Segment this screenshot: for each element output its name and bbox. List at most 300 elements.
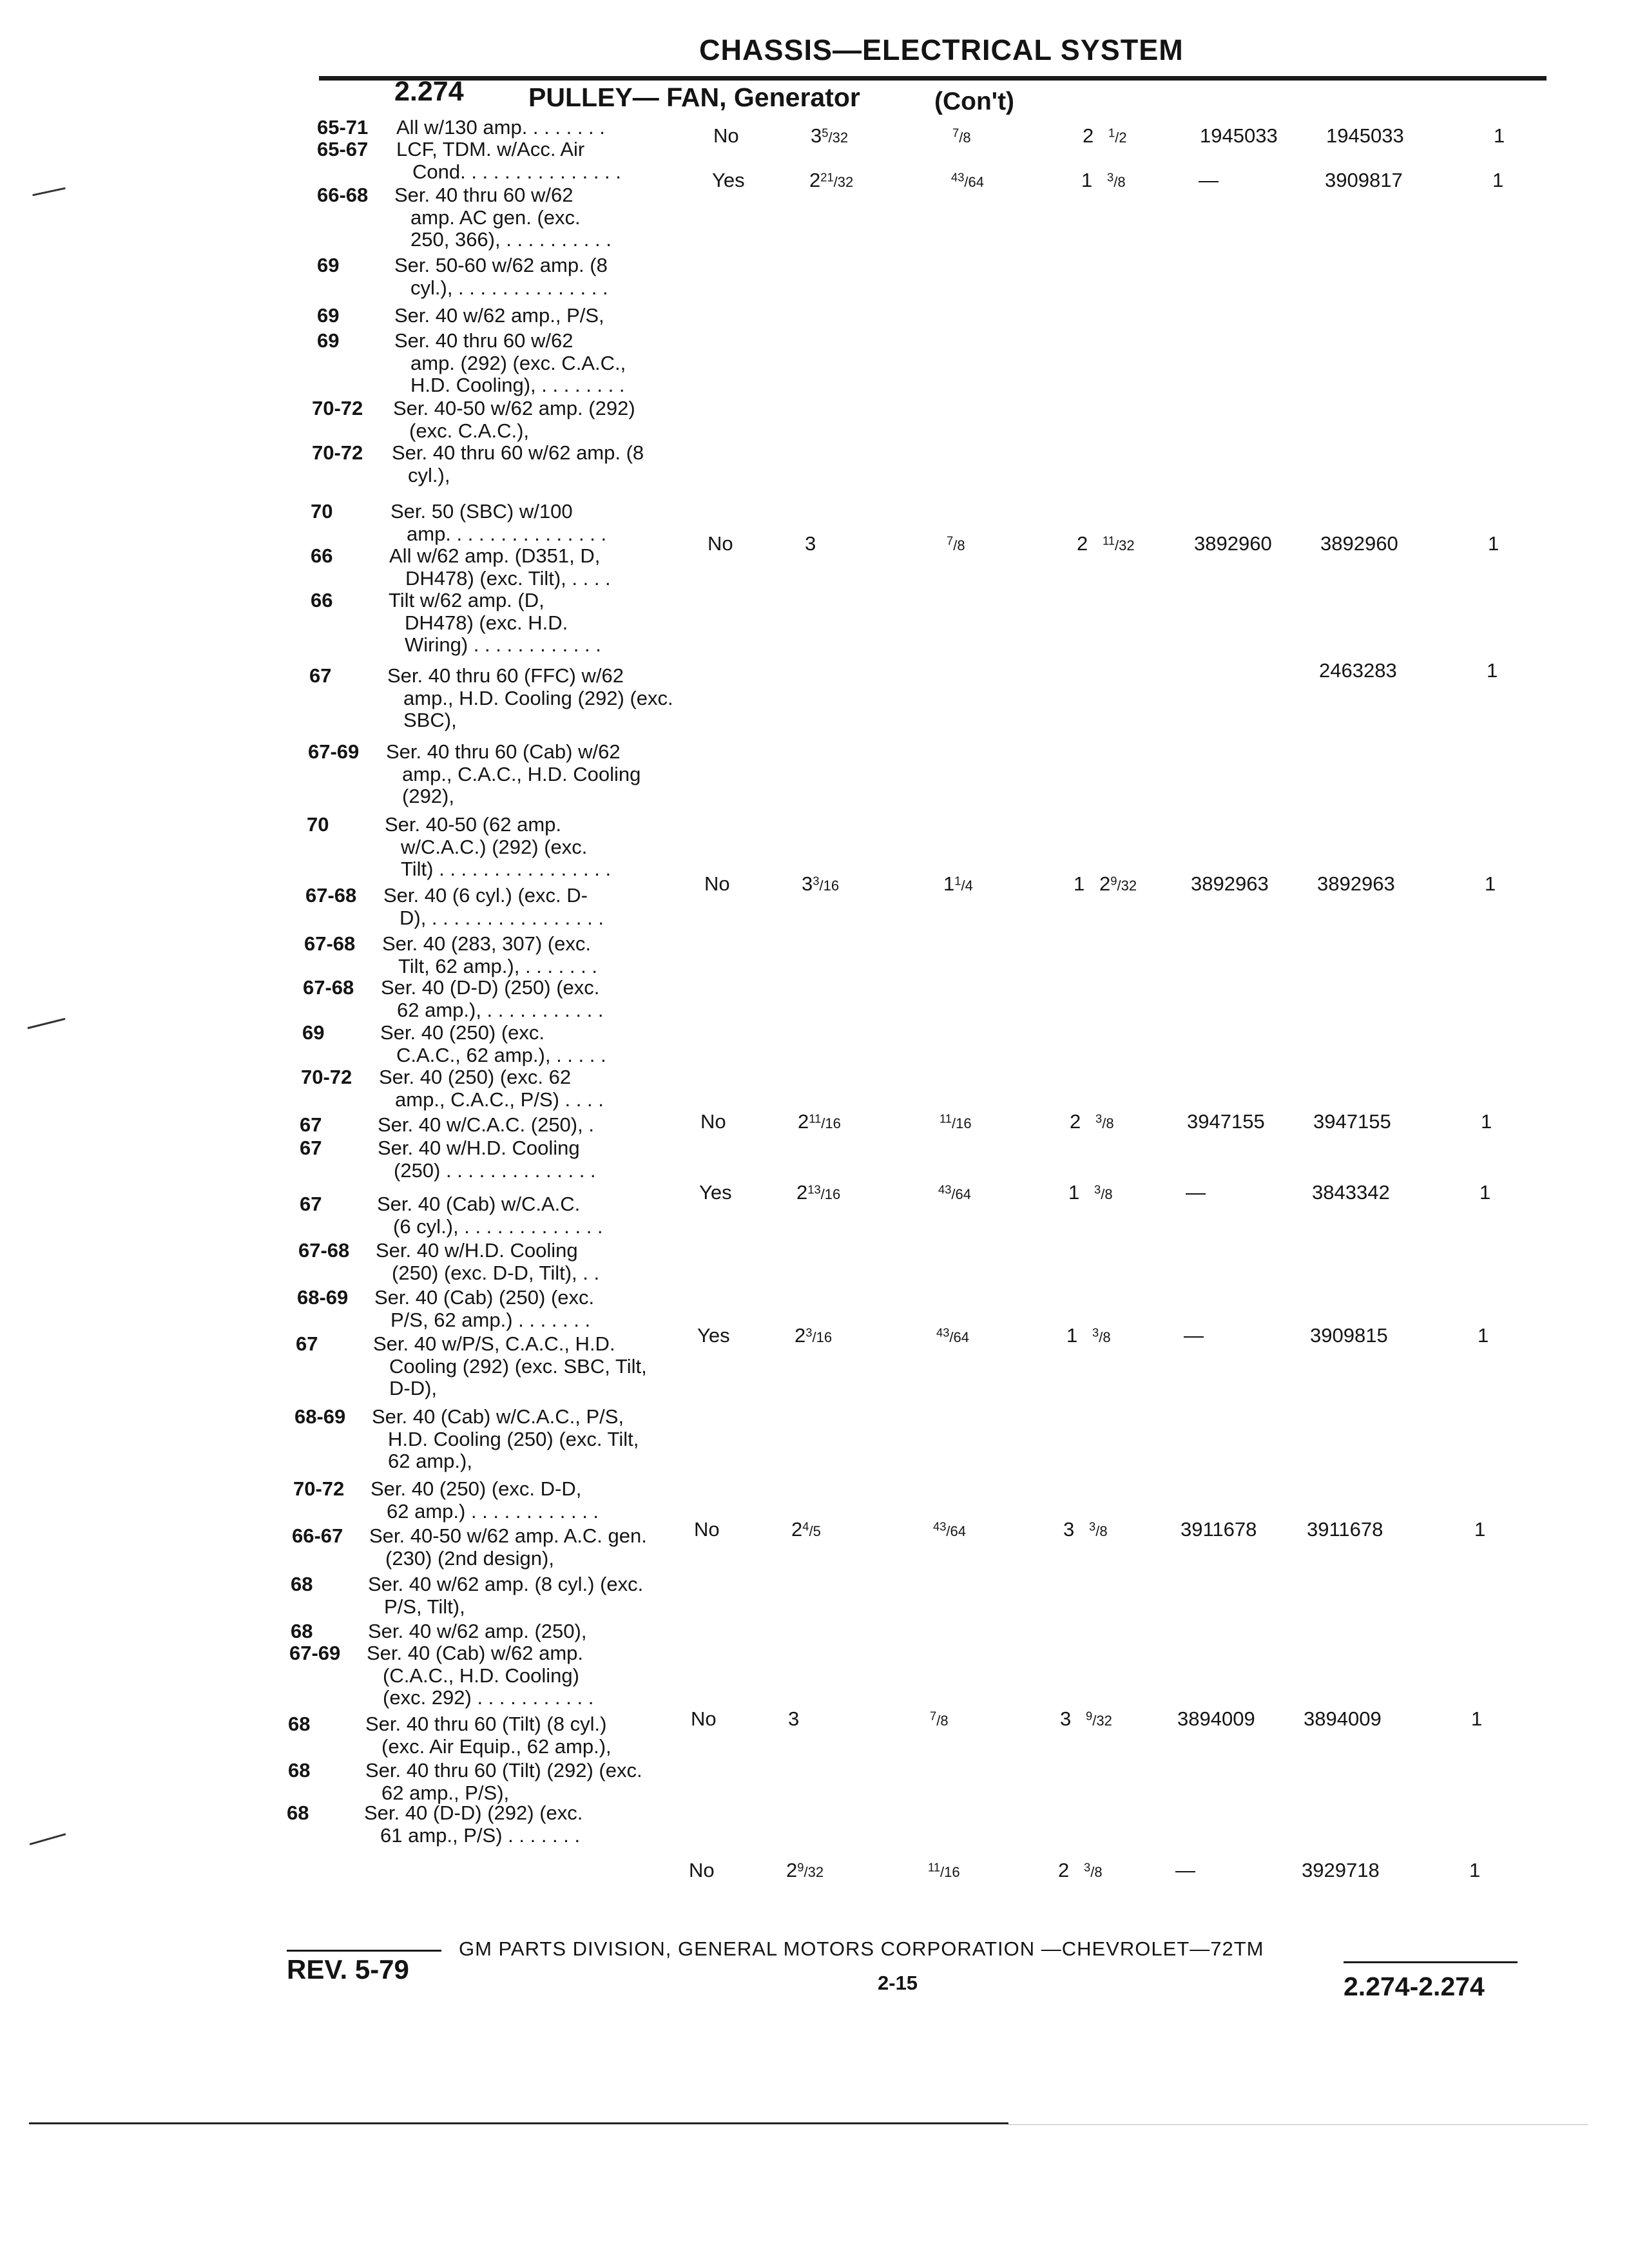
fraction-numerator: 1	[1108, 126, 1115, 140]
part-number-2: 3892963	[1317, 872, 1395, 895]
fraction-denominator: 64	[950, 1523, 966, 1539]
application-description: Ser. 40 w/P/S, C.A.C., H.D.	[373, 1332, 615, 1355]
part-number-1: —	[1175, 1859, 1195, 1881]
dimension-b	[936, 1324, 969, 1347]
fraction-numerator: 3	[1089, 1519, 1096, 1533]
fraction-numerator: 4	[802, 1519, 809, 1533]
fraction-slash: /	[946, 1523, 950, 1539]
model-years: 68	[288, 1759, 311, 1782]
fraction-denominator: 2	[1119, 130, 1127, 146]
dimension-a	[798, 1110, 841, 1133]
fraction-numerator: 11	[940, 1111, 952, 1126]
model-years: 67-68	[305, 884, 357, 907]
belt-width	[1107, 169, 1126, 192]
fraction-slash: /	[949, 1329, 954, 1345]
application-description: DH478) (exc. H.D.	[405, 611, 568, 634]
part-number-1: 3911678	[1181, 1518, 1257, 1541]
fraction-denominator: 4	[965, 878, 973, 894]
part-number-2: 3843342	[1312, 1181, 1390, 1204]
application-description: Cooling (292) (exc. SBC, Tilt,	[389, 1354, 647, 1378]
fraction-denominator: 16	[823, 878, 840, 894]
dimension-b	[928, 1859, 960, 1882]
belt-width	[1103, 532, 1135, 555]
ac-flag: No	[689, 1859, 715, 1881]
dimension-b	[943, 872, 973, 896]
fraction-numerator: 3	[813, 874, 820, 888]
fraction-slash: /	[1117, 878, 1121, 894]
dimension-a	[786, 1859, 824, 1882]
groove-count: 1	[1068, 1181, 1080, 1204]
fraction-numerator: 11	[1103, 533, 1115, 548]
whole-number: 3	[811, 124, 822, 147]
fraction-denominator: 16	[956, 1115, 972, 1131]
quantity: 1	[1474, 1518, 1486, 1541]
application-description: Ser. 40 (250) (exc. D-D,	[371, 1477, 582, 1500]
application-description: 62 amp.),	[388, 1450, 472, 1472]
dimension-a	[809, 169, 853, 192]
fraction-slash: /	[828, 130, 833, 146]
fraction-slash: /	[820, 1186, 825, 1202]
model-years: 68-69	[294, 1405, 346, 1428]
fraction-numerator: 7	[952, 126, 959, 140]
scan-mark	[32, 187, 65, 197]
whole-number: 3	[802, 872, 813, 895]
application-description: Tilt w/62 amp. (D,	[389, 589, 545, 611]
application-description: (6 cyl.), . . . . . . . . . . . . .	[393, 1215, 603, 1238]
model-years: 67-69	[308, 740, 360, 763]
application-description: w/C.A.C.) (292) (exc.	[401, 835, 588, 858]
ac-flag: No	[694, 1518, 720, 1541]
fraction-numerator: 3	[1094, 1182, 1101, 1196]
model-years: 69	[302, 1021, 325, 1044]
part-number-1: 3947155	[1187, 1110, 1265, 1133]
fraction-numerator: 43	[936, 1325, 950, 1340]
dimension-a	[805, 532, 816, 555]
dimension-b	[933, 1518, 966, 1541]
section-continued: (Con't)	[934, 88, 1015, 115]
whole-number: 2	[786, 1859, 798, 1881]
dimension-a	[791, 1518, 821, 1541]
model-years: 69	[317, 254, 340, 276]
part-number-1: —	[1184, 1324, 1204, 1347]
application-description: (exc. Air Equip., 62 amp.),	[381, 1735, 612, 1758]
application-description: Ser. 40 (283, 307) (exc.	[382, 932, 591, 955]
model-years: 68	[287, 1802, 309, 1824]
groove-count: 2	[1070, 1110, 1081, 1133]
fraction-numerator: 5	[822, 126, 829, 140]
fraction-numerator: 3	[1107, 170, 1114, 184]
ac-flag: No	[691, 1707, 717, 1730]
application-description: P/S, 62 amp.) . . . . . . .	[390, 1308, 591, 1331]
fraction-denominator: 64	[955, 1186, 971, 1202]
application-description: Ser. 40-50 w/62 amp. (292)	[393, 397, 635, 419]
model-years: 65-67	[317, 138, 369, 160]
model-years: 66	[311, 589, 333, 611]
fraction-slash: /	[804, 1864, 808, 1880]
application-description: amp. AC gen. (exc.	[410, 206, 581, 229]
dimension-b	[952, 124, 971, 148]
part-number-2: 3892960	[1320, 532, 1398, 555]
application-description: Ser. 40 (Cab) w/62 amp.	[367, 1642, 583, 1664]
groove-count: 2	[1058, 1859, 1070, 1881]
fraction-denominator: 8	[940, 1713, 949, 1729]
application-description: 250, 366), . . . . . . . . . .	[410, 228, 612, 251]
fraction-denominator: 32	[807, 1864, 824, 1880]
fraction-denominator: 8	[1099, 1523, 1108, 1539]
dimension-b	[930, 1707, 949, 1731]
model-years: 67	[309, 664, 332, 687]
model-years: 70-72	[293, 1477, 345, 1500]
footer-rule-left	[287, 1950, 441, 1952]
application-description: Ser. 50-60 w/62 amp. (8	[394, 254, 608, 276]
model-years: 66-67	[292, 1524, 343, 1547]
belt-width	[1084, 1859, 1103, 1882]
application-description: amp., H.D. Cooling (292) (exc.	[403, 686, 673, 709]
model-years: 69	[317, 304, 340, 327]
application-description: DH478) (exc. Tilt), . . . .	[405, 566, 611, 590]
application-description: Tilt, 62 amp.), . . . . . . .	[398, 954, 597, 977]
ac-flag: Yes	[712, 169, 745, 191]
part-number-1: —	[1186, 1181, 1206, 1204]
fraction-numerator: 9	[1086, 1709, 1093, 1723]
part-number-1: 3892960	[1194, 532, 1272, 555]
application-description: amp. . . . . . . . . . . . . . .	[407, 522, 607, 545]
application-description: C.A.C., 62 amp.), . . . . .	[396, 1043, 606, 1066]
footer-rule-right	[1344, 1961, 1518, 1963]
application-description: cyl.), . . . . . . . . . . . . . .	[410, 276, 608, 299]
fraction-numerator: 1	[954, 874, 961, 888]
model-years: 70-72	[312, 397, 363, 419]
whole-number: 2	[798, 1110, 809, 1133]
part-number-1: 3892963	[1191, 872, 1269, 895]
whole-number: 2	[1099, 872, 1111, 895]
fraction-denominator: 32	[832, 130, 849, 146]
quantity: 1	[1492, 169, 1504, 191]
fraction-denominator: 64	[968, 174, 984, 190]
model-years: 65-71	[317, 116, 369, 139]
fraction-slash: /	[1102, 1115, 1106, 1131]
fraction-numerator: 13	[807, 1182, 821, 1196]
fraction-slash: /	[961, 878, 965, 894]
fraction-numerator: 43	[933, 1519, 947, 1533]
fraction-denominator: 32	[1121, 878, 1137, 894]
belt-width	[1086, 1707, 1112, 1731]
application-description: Ser. 40 thru 60 w/62	[394, 329, 574, 352]
fraction-slash: /	[809, 1523, 813, 1539]
application-description: Ser. 40 thru 60 (Tilt) (8 cyl.)	[365, 1713, 607, 1735]
model-years: 70-72	[312, 441, 363, 464]
model-years: 68-69	[297, 1286, 349, 1309]
belt-width	[1094, 1181, 1113, 1204]
application-description: cyl.),	[408, 463, 450, 486]
header-rule	[319, 76, 1547, 81]
application-description: amp. (292) (exc. C.A.C.,	[410, 351, 626, 374]
ac-flag: No	[713, 124, 739, 147]
application-description: Ser. 40 w/H.D. Cooling	[378, 1137, 580, 1159]
application-description: Ser. 40 thru 60 w/62 amp. (8	[392, 441, 644, 464]
application-description: Ser. 40 (D-D) (250) (exc.	[381, 976, 600, 999]
fraction-numerator: 7	[930, 1709, 937, 1723]
application-description: All w/62 amp. (D351, D,	[389, 544, 601, 567]
groove-count: 1	[1066, 1324, 1078, 1347]
fraction-denominator: 16	[824, 1186, 841, 1202]
section-number: 2.274	[394, 76, 464, 107]
footer-publisher: GM PARTS DIVISION, GENERAL MOTORS CORPORATION —CHEVROLET—72TM	[459, 1937, 1264, 1960]
application-description: Ser. 40 (D-D) (292) (exc.	[364, 1802, 583, 1824]
whole-number: 2	[796, 1181, 808, 1204]
quantity: 1	[1481, 1110, 1492, 1133]
fraction-slash: /	[1115, 537, 1119, 553]
application-description: Ser. 40 (Cab) (250) (exc.	[374, 1286, 595, 1309]
application-description: 62 amp.), . . . . . . . . . . .	[397, 998, 604, 1021]
application-description: Ser. 40 thru 60 (Tilt) (292) (exc.	[365, 1759, 642, 1782]
model-years: 67	[300, 1137, 322, 1159]
application-description: amp., C.A.C., P/S) . . . .	[395, 1088, 604, 1111]
fraction-denominator: 32	[1119, 537, 1135, 553]
model-years: 67-68	[304, 932, 356, 955]
dimension-b	[940, 1110, 972, 1133]
part-number-2: 3947155	[1313, 1110, 1391, 1133]
fraction-slash: /	[1115, 130, 1119, 146]
part-number-1: —	[1199, 169, 1219, 191]
whole-number: 3	[788, 1707, 800, 1730]
fraction-slash: /	[1092, 1713, 1097, 1729]
fraction-slash: /	[952, 1115, 956, 1131]
quantity: 1	[1485, 872, 1496, 895]
dimension-a	[796, 1181, 840, 1204]
application-description: (250) . . . . . . . . . . . . . .	[394, 1158, 596, 1182]
application-description: H.D. Cooling), . . . . . . . .	[410, 374, 625, 396]
page-bottom-edge-faint	[1008, 2124, 1588, 2125]
fraction-slash: /	[1101, 1186, 1105, 1202]
part-number-1: 3894009	[1177, 1707, 1255, 1730]
application-description: Ser. 40 thru 60 (FFC) w/62	[387, 664, 624, 687]
quantity: 1	[1469, 1859, 1481, 1881]
application-description: Ser. 40 (250) (exc. 62	[379, 1066, 572, 1088]
application-description: Ser. 40 thru 60 (Cab) w/62	[386, 740, 621, 763]
model-years: 70	[311, 500, 333, 523]
whole-number: 1	[943, 872, 955, 895]
fraction-slash: /	[953, 537, 958, 553]
fraction-slash: /	[812, 1329, 816, 1345]
fraction-slash: /	[940, 1864, 945, 1880]
application-description: Ser. 40 w/H.D. Cooling	[376, 1239, 578, 1262]
groove-count: 3	[1060, 1707, 1072, 1730]
application-description: Cond. . . . . . . . . . . . . . .	[412, 160, 621, 183]
page-number: 2-15	[878, 1972, 918, 1994]
model-years: 67	[300, 1193, 322, 1215]
application-description: SBC),	[403, 709, 457, 731]
model-years: 70	[307, 813, 329, 836]
fraction-slash: /	[821, 1115, 825, 1131]
dimension-a	[795, 1324, 832, 1347]
quantity: 1	[1494, 124, 1505, 147]
application-description: Ser. 40 thru 60 w/62	[394, 184, 574, 206]
section-range: 2.274-2.274	[1344, 1972, 1485, 2001]
application-description: amp., C.A.C., H.D. Cooling	[402, 762, 641, 785]
application-description: Ser. 40 (Cab) w/C.A.C., P/S,	[372, 1405, 624, 1428]
model-years: 67	[296, 1332, 318, 1355]
fraction-denominator: 32	[837, 174, 854, 190]
application-description: (C.A.C., H.D. Cooling)	[383, 1664, 579, 1687]
part-number-2: 2463283	[1319, 659, 1397, 682]
fraction-numerator: 43	[951, 170, 965, 184]
application-description: Ser. 40 w/62 amp. (8 cyl.) (exc.	[368, 1573, 644, 1595]
application-description: (250) (exc. D-D, Tilt), . .	[392, 1261, 600, 1284]
application-description: 62 amp., P/S),	[381, 1781, 510, 1804]
quantity: 1	[1480, 1181, 1491, 1204]
fraction-denominator: 8	[963, 130, 971, 146]
model-years: 68	[291, 1573, 313, 1595]
application-description: Wiring) . . . . . . . . . . . .	[405, 633, 601, 656]
whole-number: 2	[795, 1324, 806, 1347]
dimension-a	[811, 124, 848, 148]
dimension-b	[951, 169, 984, 192]
ac-flag: No	[708, 532, 733, 555]
part-number-1: 1945033	[1200, 124, 1278, 147]
fraction-slash: /	[936, 1713, 941, 1729]
part-number-2: 3894009	[1304, 1707, 1382, 1730]
fraction-slash: /	[833, 174, 838, 190]
section-title: PULLEY— FAN, Generator	[528, 82, 860, 112]
quantity: 1	[1488, 532, 1499, 555]
part-number-2: 3911678	[1307, 1518, 1383, 1541]
belt-width	[1099, 872, 1137, 896]
model-years: 67-68	[303, 976, 354, 999]
dimension-a	[802, 872, 839, 896]
application-description: Ser. 40 (Cab) w/C.A.C.	[377, 1193, 581, 1215]
ac-flag: No	[704, 872, 730, 895]
fraction-slash: /	[959, 130, 963, 146]
model-years: 67-68	[298, 1239, 350, 1262]
model-years: 69	[317, 329, 340, 352]
fraction-denominator: 16	[944, 1864, 960, 1880]
groove-count: 3	[1063, 1518, 1075, 1541]
fraction-denominator: 8	[957, 537, 965, 553]
fraction-numerator: 3	[1084, 1860, 1091, 1874]
fraction-numerator: 11	[928, 1860, 941, 1874]
fraction-numerator: 3	[805, 1325, 813, 1340]
fraction-slash: /	[1099, 1329, 1103, 1345]
application-description: H.D. Cooling (250) (exc. Tilt,	[388, 1427, 639, 1450]
model-years: 70-72	[301, 1066, 352, 1088]
application-description: D-D),	[389, 1377, 438, 1399]
application-description: (exc. C.A.C.),	[409, 419, 530, 442]
fraction-numerator: 3	[1092, 1325, 1099, 1340]
fraction-slash: /	[964, 174, 969, 190]
fraction-slash: /	[1113, 174, 1118, 190]
model-years: 66-68	[317, 184, 369, 206]
application-description: D), . . . . . . . . . . . . . . . .	[400, 906, 604, 929]
fraction-denominator: 8	[1106, 1115, 1114, 1131]
belt-width	[1095, 1110, 1114, 1133]
application-description: Ser. 40-50 (62 amp.	[385, 813, 561, 836]
fraction-slash: /	[819, 878, 824, 894]
dimension-a	[788, 1707, 799, 1731]
fraction-numerator: 9	[1110, 874, 1117, 888]
fraction-numerator: 3	[1095, 1111, 1103, 1126]
application-description: Ser. 40 w/62 amp., P/S,	[394, 304, 604, 327]
groove-count: 1	[1074, 872, 1085, 895]
fraction-denominator: 8	[1094, 1864, 1103, 1880]
application-description: (292),	[402, 785, 454, 807]
groove-count: 2	[1083, 124, 1094, 147]
application-description: (230) (2nd design),	[385, 1546, 554, 1570]
whole-number: 2	[791, 1518, 803, 1541]
page-bottom-edge	[29, 2122, 1008, 2124]
scan-mark	[30, 1833, 66, 1845]
whole-number: 2	[809, 169, 821, 191]
model-years: 68	[291, 1620, 313, 1642]
ac-flag: Yes	[697, 1324, 730, 1347]
dimension-b	[947, 532, 965, 555]
ac-flag: Yes	[699, 1181, 732, 1204]
application-description: Tilt) . . . . . . . . . . . . . . . .	[401, 858, 612, 880]
fraction-denominator: 8	[1103, 1329, 1111, 1345]
quantity: 1	[1471, 1707, 1483, 1730]
fraction-numerator: 21	[820, 170, 834, 184]
ac-flag: No	[700, 1110, 726, 1133]
fraction-denominator: 16	[816, 1329, 833, 1345]
belt-width	[1108, 124, 1127, 148]
fraction-numerator: 7	[947, 533, 954, 548]
application-description: Ser. 40-50 w/62 amp. A.C. gen.	[369, 1524, 647, 1547]
fraction-slash: /	[951, 1186, 956, 1202]
quantity: 1	[1487, 659, 1498, 682]
scan-mark	[28, 1018, 66, 1029]
part-number-2: 1945033	[1326, 124, 1404, 147]
application-description: All w/130 amp. . . . . . . .	[396, 116, 605, 139]
belt-width	[1092, 1324, 1111, 1347]
application-description: Ser. 40 (250) (exc.	[380, 1021, 545, 1044]
fraction-denominator: 8	[1117, 174, 1126, 190]
fraction-numerator: 9	[797, 1860, 804, 1874]
whole-number: 3	[805, 532, 816, 555]
fraction-slash: /	[1090, 1864, 1095, 1880]
application-description: Ser. 50 (SBC) w/100	[390, 500, 573, 523]
application-description: Ser. 40 w/C.A.C. (250), .	[378, 1113, 594, 1136]
application-description: Ser. 40 (6 cyl.) (exc. D-	[383, 884, 588, 907]
application-description: 62 amp.) . . . . . . . . . . . .	[387, 1499, 599, 1523]
application-description: P/S, Tilt),	[384, 1595, 465, 1618]
page-header: CHASSIS—ELECTRICAL SYSTEM	[699, 34, 1184, 66]
groove-count: 1	[1081, 169, 1093, 191]
part-number-2: 3929718	[1302, 1859, 1380, 1881]
application-description: LCF, TDM. w/Acc. Air	[396, 138, 585, 160]
model-years: 66	[311, 544, 333, 567]
fraction-denominator: 5	[813, 1523, 821, 1539]
application-description: Ser. 40 w/62 amp. (250),	[368, 1620, 587, 1642]
quantity: 1	[1478, 1324, 1489, 1347]
model-years: 67	[300, 1113, 322, 1136]
groove-count: 2	[1077, 532, 1088, 555]
fraction-denominator: 64	[953, 1329, 969, 1345]
application-description: (exc. 292) . . . . . . . . . . .	[383, 1686, 594, 1709]
belt-width	[1089, 1518, 1108, 1541]
fraction-denominator: 8	[1104, 1186, 1113, 1202]
revision-date: REV. 5-79	[287, 1954, 409, 1984]
fraction-denominator: 32	[1096, 1713, 1112, 1729]
part-number-2: 3909815	[1310, 1324, 1388, 1347]
fraction-denominator: 16	[825, 1115, 841, 1131]
part-number-2: 3909817	[1325, 169, 1403, 191]
application-description: 61 amp., P/S) . . . . . . .	[380, 1823, 581, 1847]
model-years: 67-69	[289, 1642, 341, 1664]
dimension-b	[938, 1181, 971, 1204]
fraction-numerator: 43	[938, 1182, 952, 1196]
model-years: 68	[288, 1713, 311, 1735]
fraction-slash: /	[1095, 1523, 1100, 1539]
